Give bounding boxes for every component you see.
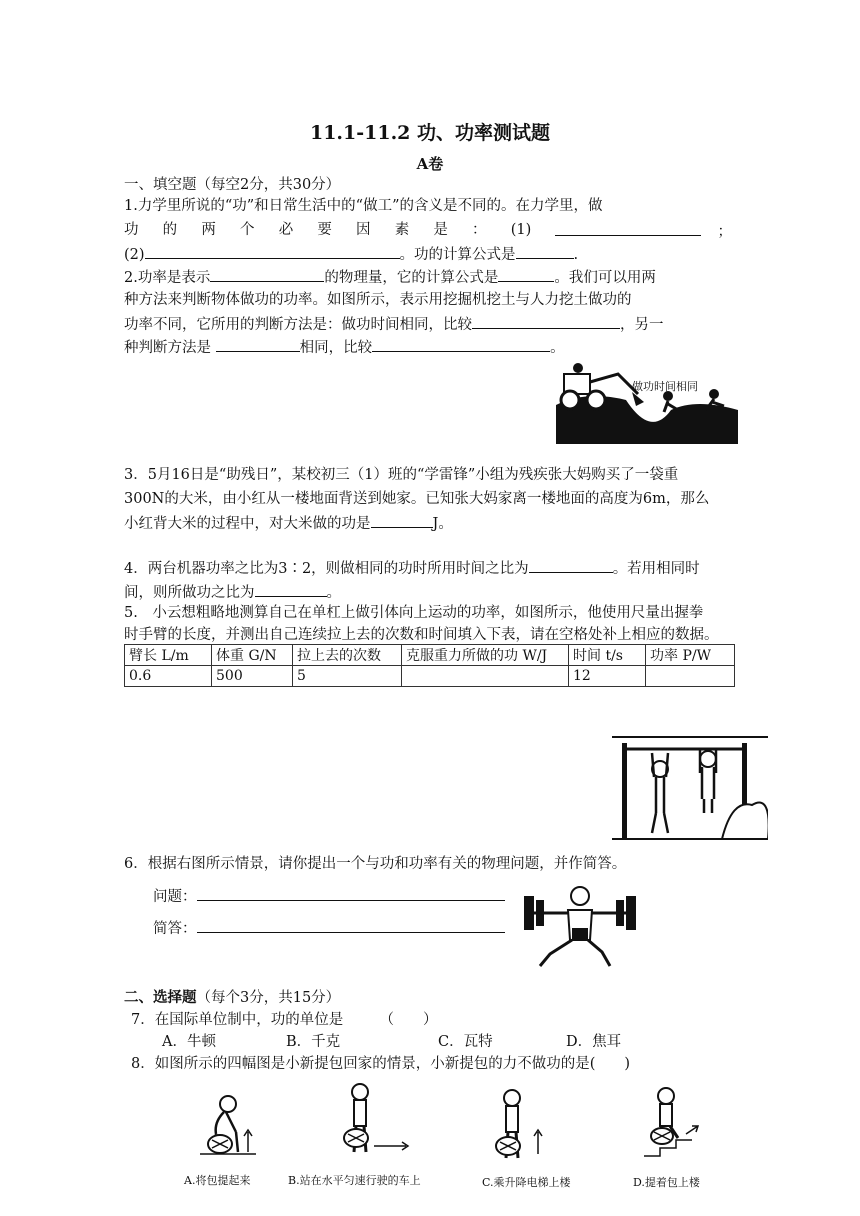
q1-line2-word: 要 [317,222,332,238]
q1-line3-a: (2) [124,247,145,263]
q1-line2-word: 个 [240,222,255,238]
q3-line-1: 3．5月16日是“助残日”，某校初三（1）班的“学雷锋”小组为残疾张大妈购买了一袋重 [124,467,679,483]
q6-line-1: 6．根据右图所示情景，请你提出一个与功和功率有关的物理问题，并作简答。 [124,856,627,872]
q4-line1-a: 4．两台机器功率之比为3∶2，则做相同的功时所用时间之比为 [124,561,529,577]
q1-line2-word: ： [472,222,487,238]
q2-line3-b: ，另一 [620,317,664,333]
table-header-cell: 体重 G/N [212,645,293,666]
q8-caption-a: A.将包提起来 [184,1174,251,1187]
q2-line-4 [124,336,565,358]
table-header-cell: 功率 P/W [646,645,735,666]
q2-line-2: 种方法来判断物体做功的功率。如图所示，表示用挖掘机挖土与人力挖土做功的 [124,292,632,308]
q2-line4-c: 。 [550,340,565,356]
q4-line-2 [124,581,341,603]
q4-work-ratio-blank[interactable] [255,581,327,597]
q2-line4-a: 种判断方法是 [124,340,211,356]
q8-figure-c [486,1084,550,1162]
q1-line-1: 1.力学里所说的“功”和日常生活中的“做工”的含义是不同的。在力学里，做 [124,198,603,214]
page-title: 11.1-11.2 功、功率测试题 [309,122,551,144]
q1-line2-word: 的 [162,222,178,238]
table-cell-arm-length: 0.6 [125,666,212,687]
q8-caption-b: B.站在水平匀速行驶的车上 [288,1174,421,1187]
q1-line-2 [124,220,732,242]
q2-line1-c: 。我们可以用两 [554,270,656,286]
q3-line-3 [124,512,453,534]
section-2-title: 二、选择题 [124,989,197,1006]
q2-blank-quantity[interactable] [210,266,324,282]
q1-line2-word: 素 [394,222,410,238]
q1-line2-word: 必 [278,222,294,238]
q2-line4-b: 相同，比较 [299,340,373,356]
q1-line3-c: . [573,247,579,263]
q2-line1-b: 的物理量，它的计算公式是 [324,270,499,286]
section-1-heading: 一、填空题（每空2分，共30分） [124,177,341,193]
q1-line2-word: 是 [433,222,448,238]
q1-line2-word: 两 [201,222,216,238]
q1-line2-word: 因 [356,222,371,238]
q3-line-2: 300N的大米，由小红从一楼地面背送到她家。已知张大妈家离一楼地面的高度为6m，那么 [124,491,710,507]
q1-line-3 [124,243,578,265]
q4-time-ratio-blank[interactable] [529,557,613,573]
pullup-data-table [124,644,735,687]
excavator-figure-label: 做功时间相同 [632,380,698,393]
q6-question-row [153,885,505,907]
table-header-cell: 拉上去的次数 [293,645,402,666]
table-cell-weight: 500 [212,666,293,687]
q1-line3-b: 。功的计算公式是 [399,247,516,263]
q6-answer-row [153,917,505,939]
q8-caption-c: C.乘升降电梯上楼 [482,1176,571,1189]
q1-line2-word: (1) [510,222,532,238]
q6-question-blank[interactable] [197,885,505,901]
q7-stem: 7．在国际单位制中，功的单位是 （ ） [131,1012,438,1028]
q2-line-3 [124,313,664,335]
q3-work-blank[interactable] [371,512,433,528]
q7-option-b[interactable]: B．千克 [286,1034,341,1050]
q2-formula-blank[interactable] [498,266,554,282]
q5-line-2: 时手臂的长度，并测出自己连续拉上去的次数和时间填入下表，请在空格处补上相应的数据。 [124,627,719,643]
q6-answer-blank[interactable] [197,917,505,933]
weightlifter-figure [522,880,638,970]
q1-line2-end: ； [717,224,732,240]
q4-line-1 [124,557,700,579]
q7-option-a[interactable]: A．牛顿 [162,1034,216,1050]
q1-line2-end-blank [555,220,701,236]
pullup-figure [612,733,768,843]
table-cell-power-input[interactable] [646,666,735,687]
paper-subtitle: A卷 [416,155,444,173]
table-header-cell: 臂长 L/m [125,645,212,666]
excavator-figure [556,360,738,444]
section-2-heading [124,988,340,1008]
q1-formula-blank[interactable] [516,243,574,259]
q2-compare-blank[interactable] [472,313,620,329]
q5-line-1: 5. 小云想粗略地测算自己在单杠上做引体向上运动的功率，如图所示，他使用尺量出握拳 [124,605,704,621]
q2-line3-a: 功率不同，它所用的判断方法是：做功时间相同，比较 [124,317,472,333]
section-2-note: （每个3分，共15分） [196,990,341,1006]
table-cell-work-input[interactable] [402,666,569,687]
q2-same-blank[interactable] [216,336,300,352]
q4-line1-b: 。若用相同时 [612,561,700,577]
q4-line2-b: 。 [326,585,341,601]
q2-compare2-blank[interactable] [372,336,550,352]
q3-line3-a: 小红背大米的过程中，对大米做的功是 [124,516,371,532]
q1-blank-2[interactable] [145,243,400,259]
q8-caption-d: D.提着包上楼 [633,1176,700,1189]
table-row [125,666,735,687]
table-header-cell: 时间 t/s [569,645,646,666]
q2-line-1 [124,266,656,288]
q8-figure-b [322,1080,412,1160]
q1-line2-word: 功 [124,222,139,238]
q7-option-c[interactable]: C．瓦特 [438,1034,493,1050]
q6-answer-label: 简答： [153,921,197,937]
table-cell-time: 12 [569,666,646,687]
q7-option-d[interactable]: D．焦耳 [566,1034,622,1050]
q3-line3-b: J。 [432,516,453,532]
q6-question-label: 问题： [153,889,197,905]
q8-figure-a [196,1088,266,1160]
q8-figure-d [640,1084,720,1160]
table-header-cell: 克服重力所做的功 W/J [402,645,569,666]
q4-line2-a: 间，则所做功之比为 [124,585,255,601]
q8-stem: 8．如图所示的四幅图是小新提包回家的情景，小新提包的力不做功的是( ) [131,1056,631,1072]
table-header-row [125,645,735,666]
q2-line1-a: 2.功率是表示 [124,270,211,286]
table-cell-count: 5 [293,666,402,687]
